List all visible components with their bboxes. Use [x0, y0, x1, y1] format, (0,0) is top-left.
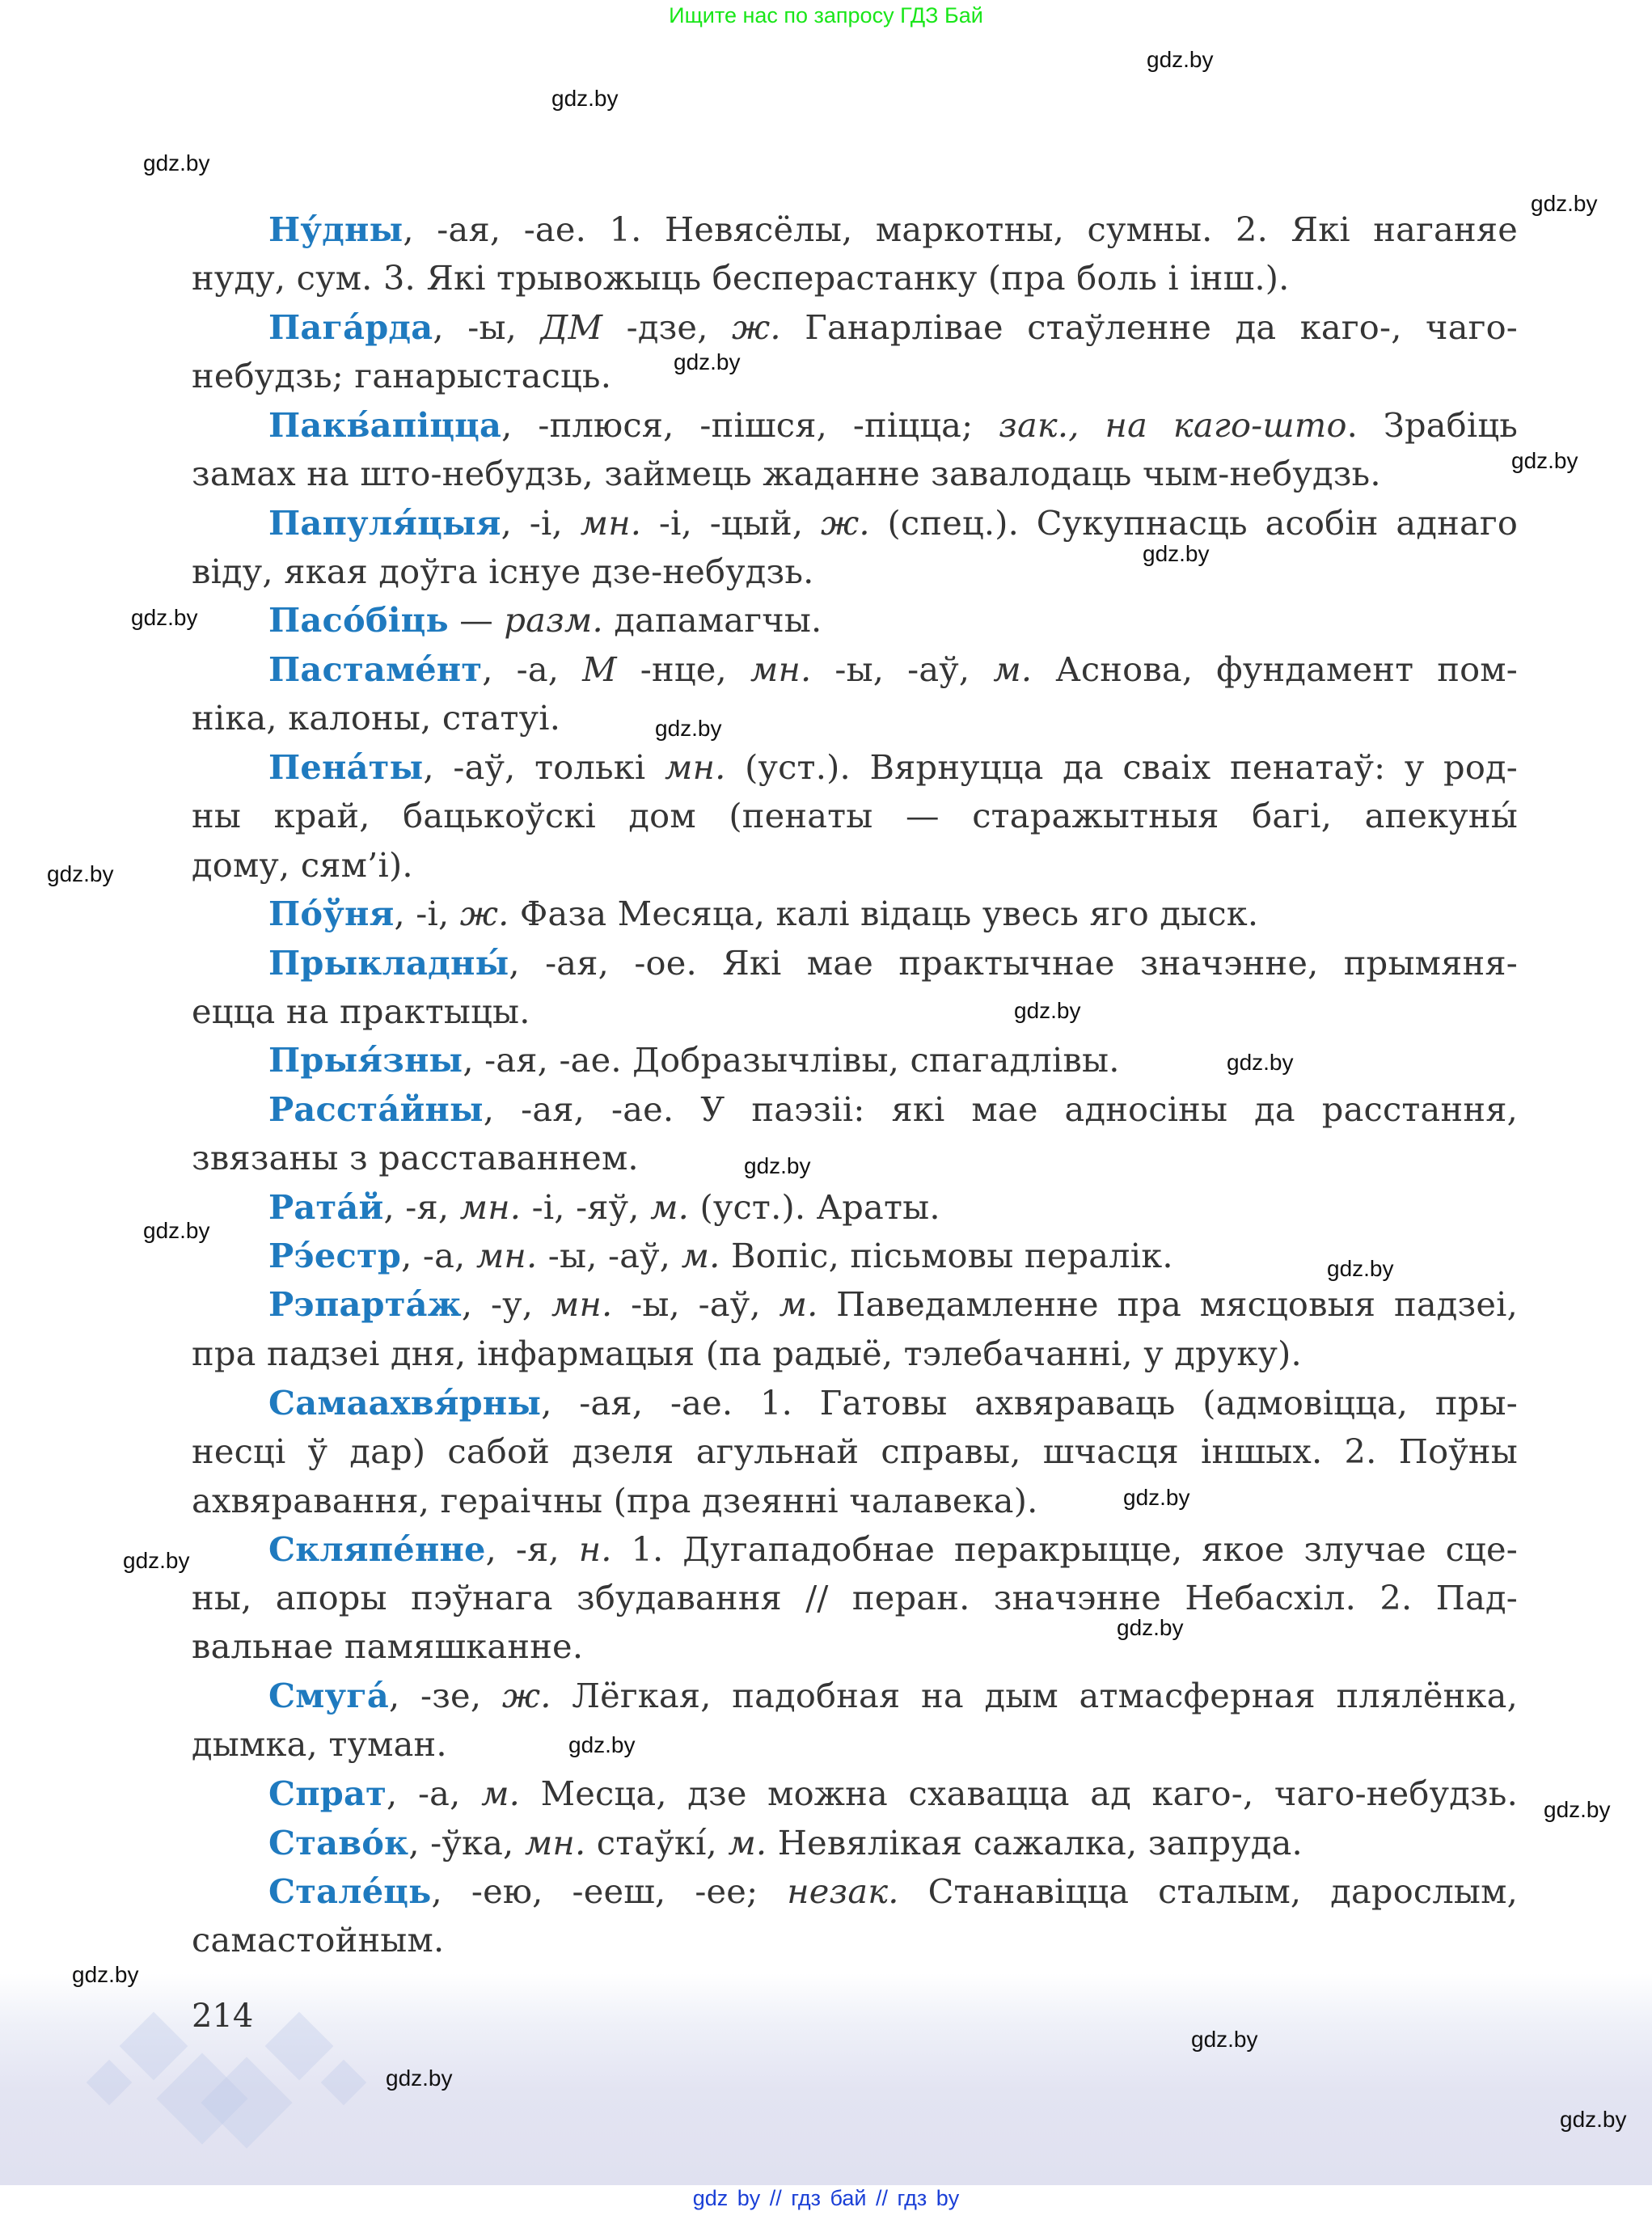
definition-text: замах на што-небудзь, займець жаданне завалодаць чым-небудзь.	[192, 454, 1381, 493]
grammar-label: ж.	[732, 307, 781, 347]
watermark-text: gdz.by	[551, 86, 619, 111]
headword: По́ўня	[268, 894, 395, 933]
headword: Скляпе́нне	[268, 1529, 486, 1569]
watermark-text: gdz.by	[1227, 1050, 1294, 1075]
watermark-text: gdz.by	[1544, 1797, 1611, 1822]
definition-text: -і, -яў,	[521, 1187, 651, 1227]
grammar-label: м.	[681, 1236, 720, 1275]
entry-line	[192, 1036, 1518, 1085]
entry-continuation-line	[192, 1916, 1518, 1964]
definition-text: (спец.). Сукупнасць асобін аднаго	[869, 503, 1518, 543]
watermark-text: gdz.by	[72, 1962, 139, 1987]
entry-continuation-line	[192, 1134, 1518, 1182]
definition-text: -нце,	[616, 649, 750, 689]
watermark-text: gdz.by	[123, 1548, 190, 1573]
entry-line	[192, 1085, 1518, 1134]
grammar-label: м.	[779, 1284, 818, 1324]
definition-text: вальнае памяшканне.	[192, 1626, 584, 1666]
entry-line	[192, 1672, 1518, 1720]
watermark-text: gdz.by	[1117, 1615, 1184, 1640]
watermark-text: gdz.by	[744, 1153, 811, 1178]
grammar-label: ДМ	[540, 307, 603, 347]
entry-continuation-line	[192, 254, 1518, 302]
headword: Папуля́цыя	[268, 503, 501, 543]
definition-text: , -аў, толькі	[423, 747, 665, 787]
entry-line	[192, 939, 1518, 987]
entry-line	[192, 401, 1518, 450]
watermark-text: gdz.by	[1191, 2027, 1258, 2052]
definition-text: , -я,	[485, 1529, 579, 1569]
entry-continuation-line	[192, 1622, 1518, 1671]
watermark-text: gdz.by	[568, 1732, 636, 1757]
definition-text: ны, апоры пэўнага збудавання // перан. значэнне Небасхіл. 2. Пад-	[192, 1578, 1518, 1617]
entry-line	[192, 205, 1518, 254]
definition-text: Аснова, фундамент пом-	[1032, 649, 1518, 689]
grammar-label: м.	[481, 1774, 521, 1813]
definition-text: пра падзеі дня, інфармацыя (па радыё, тэлебачанні, у друку).	[192, 1334, 1302, 1373]
definition-text: , -ўка,	[408, 1823, 525, 1862]
footer-links[interactable]: gdz by // гдз бай // гдз by	[692, 2186, 960, 2210]
grammar-label: М	[582, 649, 617, 689]
headword: Пастаме́нт	[268, 649, 483, 689]
entry-continuation-line	[192, 1720, 1518, 1769]
definition-text: , -я,	[383, 1187, 460, 1227]
entry-line	[192, 499, 1518, 548]
headword: Стале́ць	[268, 1871, 432, 1911]
watermark-text: gdz.by	[1143, 541, 1210, 566]
entry-continuation-line	[192, 987, 1518, 1036]
headword: Рата́й	[268, 1187, 384, 1227]
headword: Ставо́к	[268, 1823, 409, 1862]
definition-text: звязаны з расставаннем.	[192, 1138, 639, 1178]
definition-text: , -а,	[387, 1774, 482, 1813]
definition-text: , -ы,	[433, 307, 541, 347]
definition-text: , -ая, -ае. У паэзіі: які мае адносіны да расстання,	[483, 1089, 1518, 1129]
definition-text: несці ў дар) сабой дзеля агульнай справы, шчасця іншых. 2. Поўны	[192, 1431, 1518, 1471]
grammar-label: ж.	[501, 1676, 551, 1715]
watermark-text: gdz.by	[131, 605, 198, 630]
definition-text: Паведамленне пра мясцовыя падзеі,	[818, 1284, 1518, 1324]
watermark-text: gdz.by	[674, 349, 741, 374]
headword: Ну́дны	[268, 209, 403, 249]
definition-text: -ы, -аў,	[612, 1284, 780, 1324]
entry-line	[192, 1867, 1518, 1916]
definition-text: —	[448, 600, 505, 640]
headword: Рэпарта́ж	[268, 1284, 462, 1324]
entry-line	[192, 1525, 1518, 1574]
definition-text: 1. Дугападобнае перакрыцце, якое злучае сце-	[611, 1529, 1518, 1569]
grammar-label: мн.	[524, 1823, 586, 1862]
definition-text: Фаза Месяца, калі відаць увесь яго дыск.	[509, 894, 1259, 933]
grammar-label: мн.	[750, 649, 812, 689]
definition-text: , -а,	[482, 649, 583, 689]
entry-line	[192, 743, 1518, 792]
definition-text: небудзь; ганарыстасць.	[192, 356, 612, 395]
headword: Пена́ты	[268, 747, 424, 787]
grammar-label: м.	[993, 649, 1033, 689]
page-number: 214	[192, 1998, 254, 2035]
grammar-label: мн.	[664, 747, 726, 787]
entry-line	[192, 890, 1518, 938]
grammar-label: мн.	[459, 1187, 522, 1227]
grammar-label: мн.	[475, 1236, 538, 1275]
definition-text: ахвяравання, гераічны (пра дзеянні чалавека).	[192, 1481, 1038, 1520]
watermark-text: gdz.by	[1531, 191, 1598, 216]
grammar-label: ж.	[821, 503, 870, 543]
definition-text: самастойным.	[192, 1920, 445, 1960]
entry-continuation-line	[192, 548, 1518, 596]
entry-continuation-line	[192, 792, 1518, 840]
watermark-text: gdz.by	[143, 1218, 210, 1243]
definition-text: ніка, калоны, статуі.	[192, 698, 561, 738]
entry-line	[192, 1183, 1518, 1232]
entry-line	[192, 1232, 1518, 1280]
definition-text: дапамагчы.	[602, 600, 822, 640]
grammar-label: м.	[728, 1823, 767, 1862]
headword: Прыкладны́	[268, 943, 509, 983]
definition-text: дому, сям’і).	[192, 845, 413, 885]
grammar-label: мн.	[551, 1284, 613, 1324]
entry-continuation-line	[192, 694, 1518, 742]
definition-text: , -ая, -ае. 1. Гатовы ахвяраваць (адмовіцца, пры-	[541, 1383, 1518, 1423]
entry-line	[192, 303, 1518, 352]
definition-text: , -а,	[401, 1236, 476, 1275]
definition-text: , -у,	[461, 1284, 551, 1324]
headword: Пакв́апіцца	[268, 405, 502, 445]
headword: Рэ́естр	[268, 1236, 402, 1275]
definition-text: нуду, сум. 3. Які трывожыць бесперастанку (пра боль і інш.).	[192, 258, 1290, 298]
definition-text: , -плюся, -пішся, -піцца;	[501, 405, 999, 445]
definition-text: Станавіцца сталым, дарослым,	[898, 1871, 1518, 1911]
watermark-text: gdz.by	[1560, 2107, 1627, 2132]
grammar-label: незак.	[787, 1871, 899, 1911]
definition-text: -дзе,	[602, 307, 733, 347]
watermark-text: gdz.by	[143, 150, 210, 175]
definition-text: ецца на практыцы.	[192, 991, 530, 1031]
headword: Прыя́зны	[268, 1040, 463, 1080]
headword: Самаахвя́рны	[268, 1383, 542, 1423]
definition-text: Невялікая сажалка, запруда.	[767, 1823, 1303, 1862]
watermark-text: gdz.by	[386, 2065, 453, 2091]
entry-line	[192, 1379, 1518, 1427]
definition-text: (уст.). Араты.	[689, 1187, 940, 1227]
headword: Расста́йны	[268, 1089, 484, 1129]
entry-line	[192, 596, 1518, 645]
watermark-text: gdz.by	[655, 716, 722, 741]
definition-text: ны край, бацькоўскі дом (пенаты — старажытныя багі, апекуны́	[192, 796, 1518, 835]
definition-text: (уст.). Вярнуцца да сваіх пенатаў: у род-	[725, 747, 1518, 787]
watermark-text: gdz.by	[1511, 448, 1578, 473]
headword: Пага́рда	[268, 307, 433, 347]
entry-continuation-line	[192, 841, 1518, 890]
headword: Спрат	[268, 1774, 387, 1813]
definition-text: дымка, туман.	[192, 1724, 447, 1764]
entry-line	[192, 1819, 1518, 1867]
grammar-label: ж.	[459, 894, 509, 933]
watermark-text: gdz.by	[1123, 1485, 1190, 1510]
definition-text: Вопіс, пісьмовы пералік.	[720, 1236, 1173, 1275]
definition-text: , -ая, -ае. Добразычлівы, спагадлівы.	[463, 1040, 1120, 1080]
search-hint-banner: Ищите нас по запросу ГДЗ Бай	[669, 3, 983, 27]
entry-continuation-line	[192, 1574, 1518, 1622]
watermark-text: gdz.by	[1327, 1256, 1394, 1281]
entry-continuation-line	[192, 450, 1518, 498]
watermark-text: gdz.by	[1014, 998, 1081, 1023]
entry-continuation-line	[192, 1330, 1518, 1378]
entry-continuation-line	[192, 352, 1518, 400]
entry-continuation-line	[192, 1477, 1518, 1525]
definition-text: Месца, дзе можна схавацца ад каго-, чаго-небудзь.	[520, 1774, 1518, 1813]
watermark-text: gdz.by	[47, 861, 114, 886]
entry-continuation-line	[192, 1427, 1518, 1476]
definition-text: , -і,	[394, 894, 460, 933]
definition-text: -ы, -аў,	[811, 649, 994, 689]
definition-text: -і, -цый,	[641, 503, 822, 543]
entry-line	[192, 1280, 1518, 1329]
entry-line	[192, 645, 1518, 694]
grammar-label: мн.	[580, 503, 642, 543]
headword: Пасо́біць	[268, 600, 449, 640]
entry-line	[192, 1769, 1518, 1818]
headword: Смуга́	[268, 1676, 389, 1715]
definition-text: , -ею, -ееш, -ее;	[431, 1871, 788, 1911]
grammar-label: разм.	[504, 600, 603, 640]
definition-text: Ганарлівае стаўленне да каго-, чаго-	[780, 307, 1518, 347]
grammar-label: н.	[578, 1529, 612, 1569]
definition-text: , -і,	[501, 503, 581, 543]
definition-text: Лёгкая, падобная на дым атмасферная плялёнка,	[551, 1676, 1518, 1715]
grammar-label: зак., на каго-што	[999, 405, 1347, 445]
definition-text: , -ая, -ое. Які мае практычнае значэнне, прымяня-	[509, 943, 1518, 983]
definition-text: віду, якая доўга існуе дзе-небудзь.	[192, 552, 814, 591]
definition-text: . Зрабіць	[1346, 405, 1518, 445]
definition-text: -ы, -аў,	[537, 1236, 682, 1275]
definition-text: , -ая, -ае. 1. Невясёлы, маркотны, сумны. 2. Які наганяе	[403, 209, 1518, 249]
definition-text: , -зе,	[388, 1676, 502, 1715]
grammar-label: м.	[650, 1187, 690, 1227]
watermark-text: gdz.by	[1147, 47, 1214, 72]
definition-text: стаўкі́,	[585, 1823, 729, 1862]
